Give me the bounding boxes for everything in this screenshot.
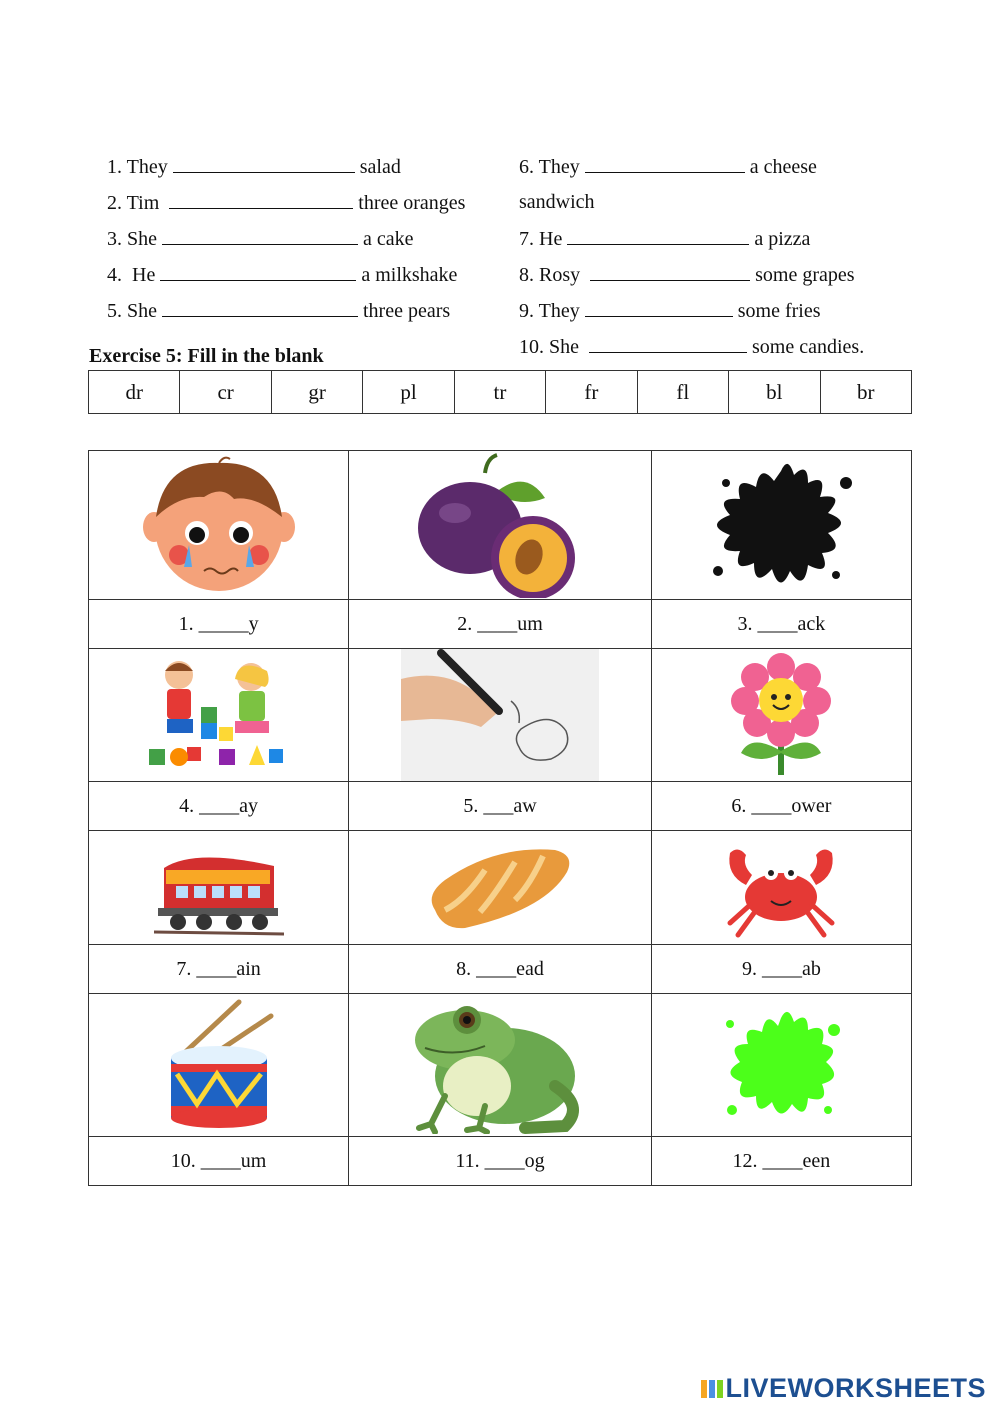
logo-text: LIVEWORKSHEETS [725, 1373, 986, 1403]
picture-table [88, 450, 912, 1186]
liveworksheets-logo [701, 1373, 986, 1404]
ex4-item-7: 7. He a pizza [519, 228, 811, 250]
green-splat-image [716, 1000, 846, 1130]
answer-blank[interactable]: ____ [199, 794, 240, 817]
word-caption-12: 12. ____een [651, 1137, 911, 1186]
train-image [154, 838, 284, 938]
word-caption-10: 10. ____um [89, 1137, 349, 1186]
ex4-item-10: 10. She some candies. [519, 336, 865, 358]
ex4-item-3: 3. She a cake [107, 228, 414, 250]
ex4-item-8: 8. Rosy some grapes [519, 264, 855, 286]
picture-cell [651, 994, 911, 1137]
black-splat-image [696, 453, 866, 598]
word-caption-2: 2. ____um [349, 600, 652, 649]
answer-blank[interactable]: ____ [751, 794, 792, 817]
crying-face-image [134, 455, 304, 595]
digraph-cell: gr [271, 371, 362, 414]
picture-cell [651, 451, 911, 600]
picture-cell [349, 649, 652, 782]
drum-image [159, 998, 279, 1132]
ex4-item-5: 5. She three pears [107, 300, 451, 322]
word-caption-9: 9. ____ab [651, 945, 911, 994]
answer-blank[interactable]: ____ [762, 1149, 803, 1172]
answer-blank[interactable]: ____ [477, 612, 518, 635]
picture-cell [651, 831, 911, 945]
picture-cell [651, 649, 911, 782]
flower-image [731, 653, 831, 778]
picture-cell [349, 451, 652, 600]
digraph-cell: dr [89, 371, 180, 414]
ex4-item-6-cont: sandwich [519, 191, 595, 213]
crab-image [716, 835, 846, 940]
answer-blank[interactable]: ____ [757, 612, 798, 635]
answer-blank[interactable]: ____ [200, 1149, 241, 1172]
picture-cell [89, 831, 349, 945]
picture-cell [89, 994, 349, 1137]
digraph-cell: pl [363, 371, 454, 414]
answer-blank[interactable] [589, 334, 747, 353]
picture-cell [349, 994, 652, 1137]
digraph-cell: fr [546, 371, 637, 414]
word-caption-4: 4. ____ay [89, 782, 349, 831]
answer-blank[interactable]: ____ [761, 957, 802, 980]
word-caption-3: 3. ____ack [651, 600, 911, 649]
word-caption-7: 7. ____ain [89, 945, 349, 994]
word-caption-5: 5. ___aw [349, 782, 652, 831]
frog-image [405, 996, 595, 1134]
ex4-item-9: 9. They some fries [519, 300, 821, 322]
word-caption-1: 1. _____y [89, 600, 349, 649]
kids-playing-image [139, 653, 299, 778]
answer-blank[interactable]: ____ [484, 1149, 525, 1172]
bread-image [425, 840, 575, 935]
picture-cell [349, 831, 652, 945]
ex4-item-2: 2. Tim three oranges [107, 192, 466, 214]
exercise-5-title: Exercise 5: Fill in the blank [89, 345, 324, 367]
answer-blank[interactable] [585, 154, 745, 173]
picture-cell [89, 649, 349, 782]
answer-blank[interactable]: ___ [483, 794, 514, 817]
answer-blank[interactable]: _____ [198, 612, 249, 635]
digraph-cell: fl [637, 371, 728, 414]
word-caption-11: 11. ____og [349, 1137, 652, 1186]
answer-blank[interactable]: ____ [476, 957, 517, 980]
plums-image [415, 453, 585, 598]
word-caption-8: 8. ____ead [349, 945, 652, 994]
liveworksheets-logo-icon [701, 1378, 723, 1400]
digraph-cell: cr [180, 371, 271, 414]
ex4-item-1: 1. They salad [107, 156, 401, 178]
answer-blank[interactable] [162, 298, 358, 317]
ex4-item-6: 6. They a cheese [519, 156, 817, 178]
digraph-cell: br [820, 371, 912, 414]
digraph-cell: bl [729, 371, 820, 414]
ex4-item-4: 4. He a milkshake [107, 264, 458, 286]
picture-cell [89, 451, 349, 600]
hand-drawing-image [401, 649, 599, 781]
answer-blank[interactable]: ____ [196, 957, 237, 980]
word-caption-6: 6. ____ower [651, 782, 911, 831]
digraph-table [88, 370, 912, 414]
digraph-cell: tr [454, 371, 545, 414]
